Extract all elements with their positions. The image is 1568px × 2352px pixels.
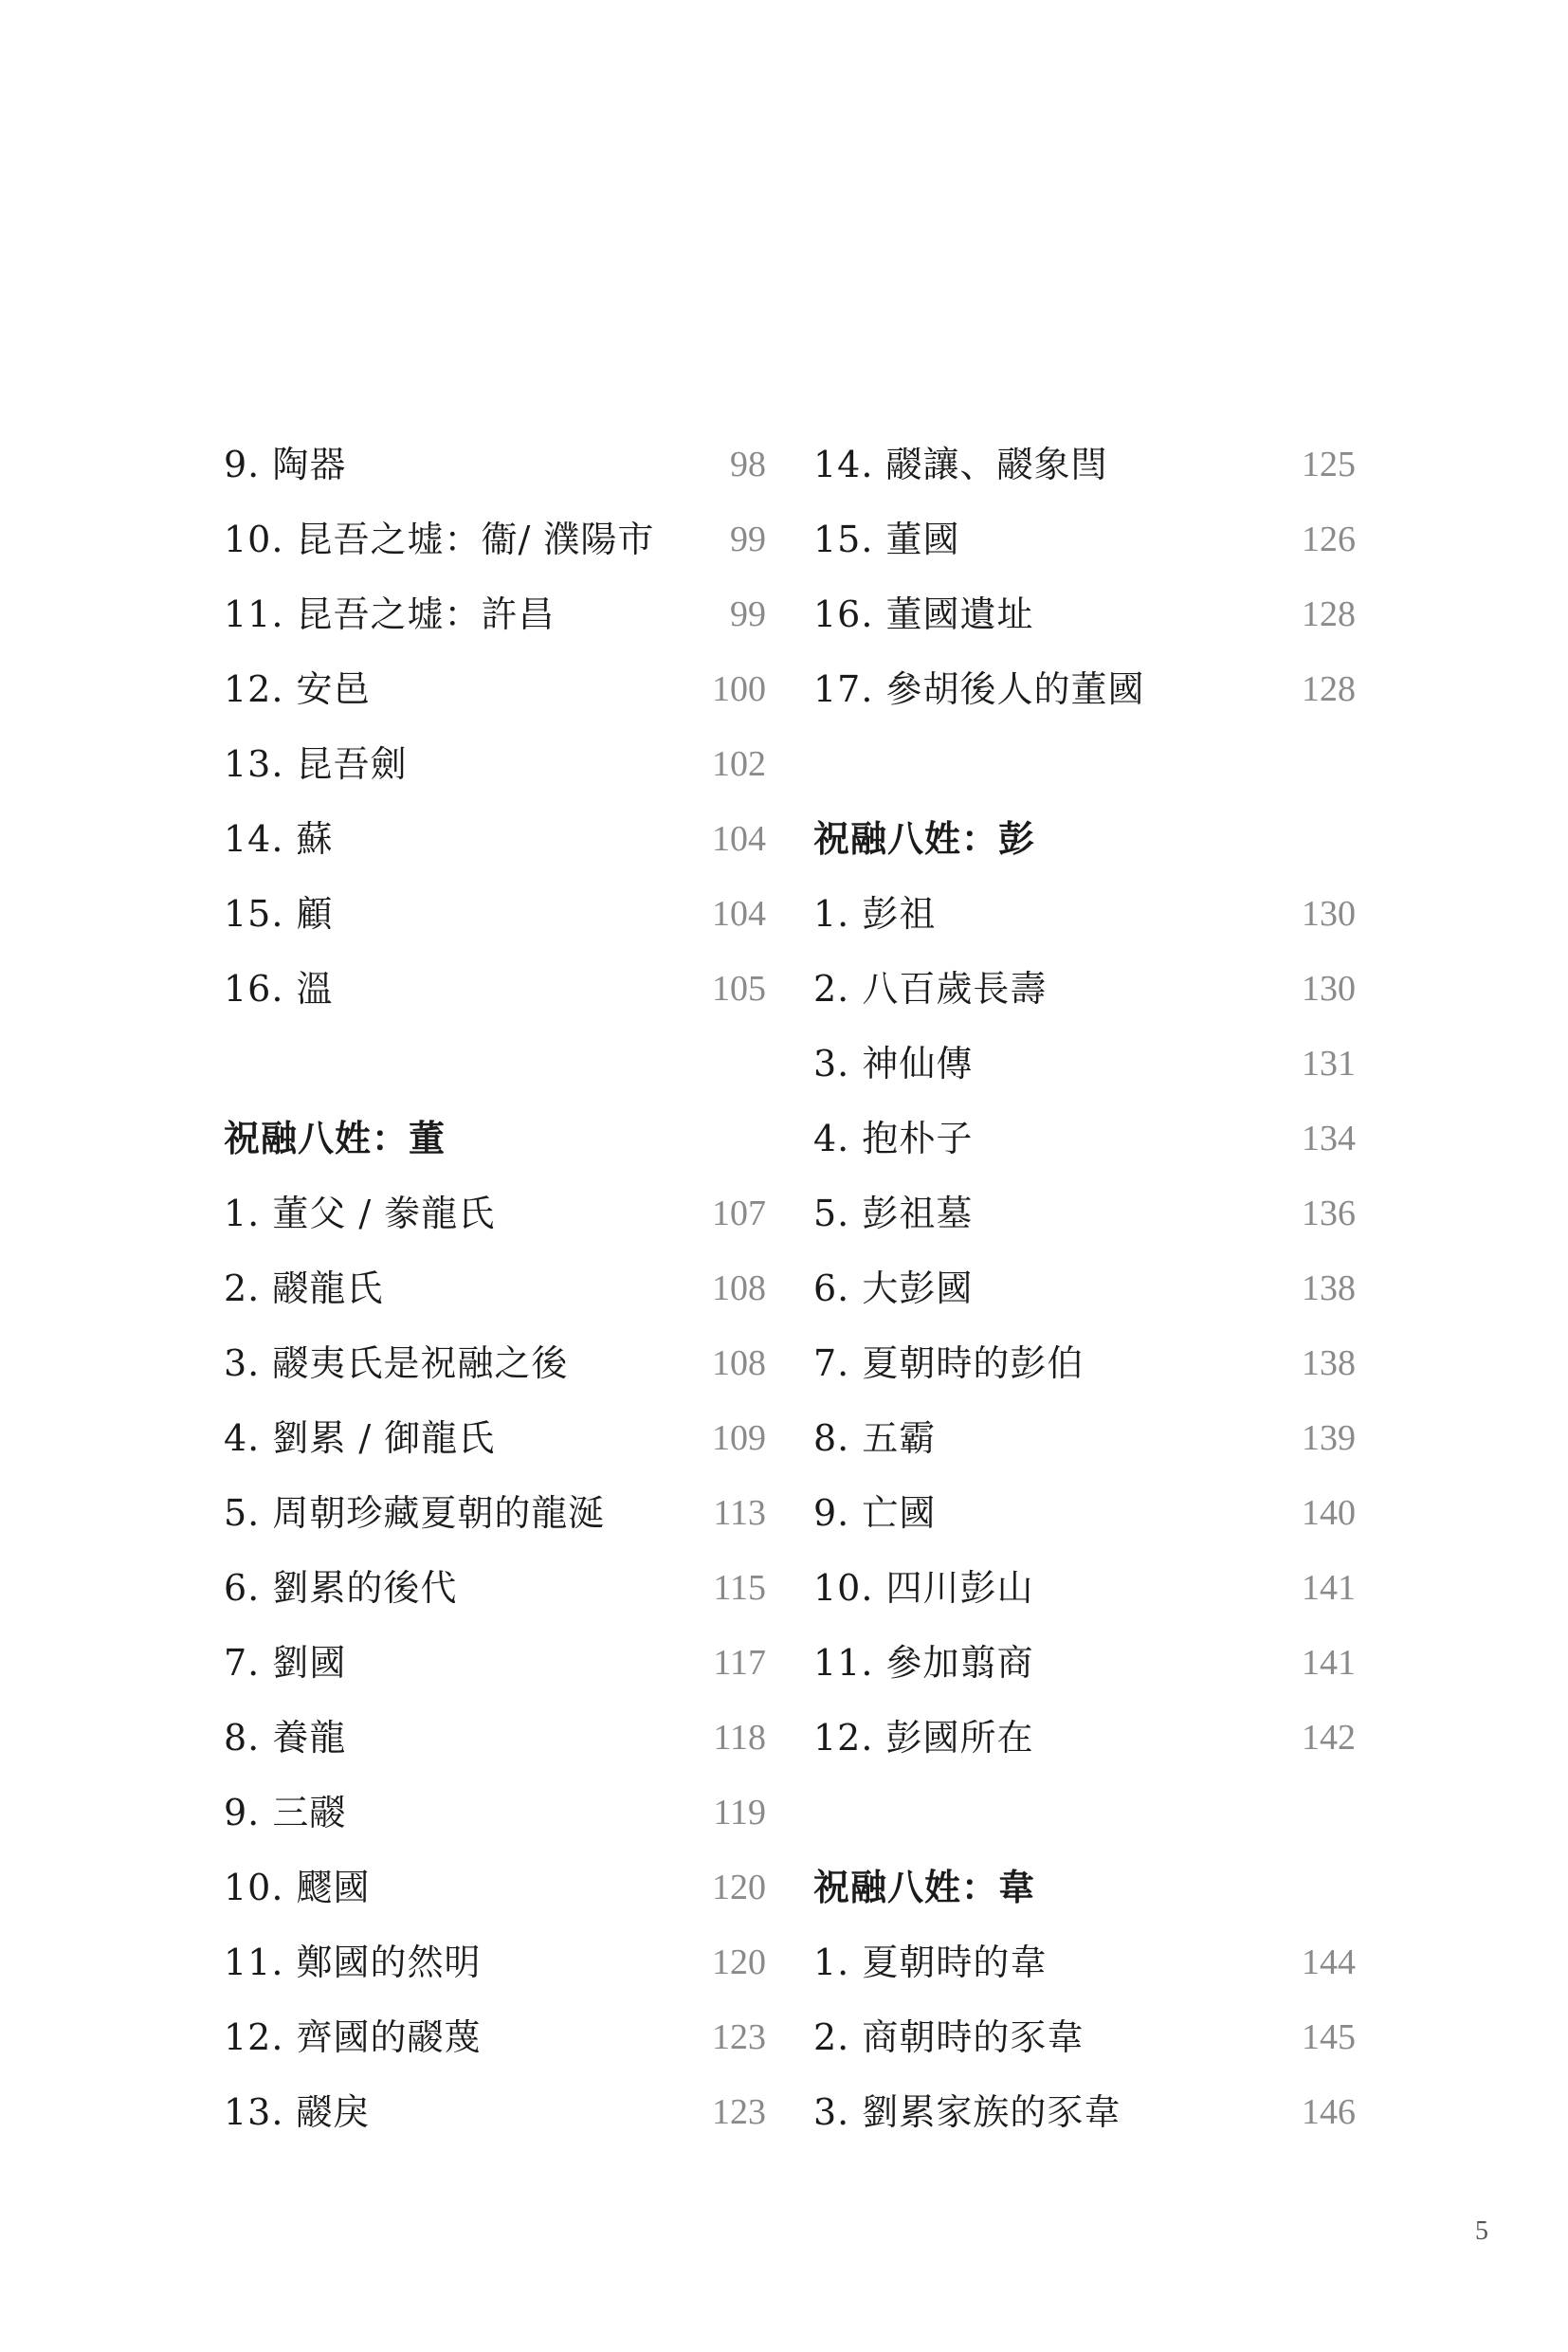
page-number: 102 — [712, 744, 766, 784]
toc-entry — [813, 2009, 1356, 2084]
section-heading-title: 祝融八姓：彭 — [813, 817, 1036, 860]
page-number: 146 — [1302, 2092, 1356, 2132]
page-number: 138 — [1302, 1268, 1356, 1308]
entry-title: 3. 鬷夷氏是祝融之後 — [224, 1342, 569, 1384]
entry-title: 5. 彭祖墓 — [813, 1193, 974, 1234]
section-heading — [224, 1110, 774, 1185]
entry-title: 4. 劉累 / 御龍氏 — [224, 1417, 496, 1459]
section-spacer — [224, 1035, 774, 1110]
toc-entry — [224, 511, 774, 586]
entry-title: 11. 昆吾之墟：許昌 — [224, 593, 556, 635]
entry-title: 11. 參加翦商 — [813, 1642, 1034, 1684]
page-number: 138 — [1302, 1343, 1356, 1383]
page-number: 105 — [712, 969, 766, 1009]
toc-left-column — [224, 436, 774, 2159]
toc-entry — [224, 1485, 774, 1559]
toc-entry — [224, 1859, 774, 1934]
toc-entry — [224, 1260, 774, 1335]
entry-title: 5. 周朝珍藏夏朝的龍涎 — [224, 1492, 606, 1534]
entry-title: 12. 安邑 — [224, 668, 371, 710]
toc-entry — [224, 885, 774, 960]
page-number: 113 — [713, 1493, 766, 1533]
toc-entry — [224, 1934, 774, 2009]
toc-entry — [224, 1784, 774, 1859]
toc-entry — [224, 960, 774, 1035]
toc-entry — [224, 811, 774, 885]
entry-title: 7. 夏朝時的彭伯 — [813, 1342, 1085, 1384]
toc-entry — [813, 1934, 1356, 2009]
toc-right-column — [813, 436, 1356, 2159]
entry-title: 17. 參胡後人的董國 — [813, 668, 1145, 710]
page-folio-number: 5 — [1475, 2216, 1488, 2246]
page-number: 99 — [730, 594, 766, 634]
section-spacer — [813, 1784, 1356, 1859]
toc-entry — [224, 1709, 774, 1784]
entry-title: 9. 陶器 — [224, 444, 347, 485]
section-spacer — [813, 736, 1356, 811]
page-number: 100 — [712, 669, 766, 709]
entry-title: 9. 亡國 — [813, 1492, 937, 1534]
toc-entry — [813, 885, 1356, 960]
toc-entry — [224, 661, 774, 736]
page-number: 115 — [713, 1568, 766, 1608]
entry-title: 9. 三鬷 — [224, 1792, 347, 1833]
toc-entry — [813, 1260, 1356, 1335]
page-number: 136 — [1302, 1194, 1356, 1233]
page-number: 109 — [712, 1418, 766, 1458]
page-number: 142 — [1302, 1718, 1356, 1758]
toc-entry — [813, 1335, 1356, 1410]
section-heading — [813, 811, 1356, 885]
entry-title: 15. 顧 — [224, 893, 334, 935]
page-number: 130 — [1302, 894, 1356, 934]
toc-entry — [813, 1634, 1356, 1709]
entry-title: 15. 董國 — [813, 519, 960, 560]
entry-title: 10. 昆吾之墟：衞/ 濮陽市 — [224, 519, 655, 560]
toc-entry — [224, 2084, 774, 2159]
entry-title: 16. 溫 — [224, 968, 334, 1010]
page-number: 118 — [713, 1718, 766, 1758]
page-number: 108 — [712, 1268, 766, 1308]
entry-title: 2. 八百歲長壽 — [813, 968, 1048, 1010]
toc-entry — [813, 1485, 1356, 1559]
page-number: 145 — [1302, 2017, 1356, 2057]
entry-title: 8. 五霸 — [813, 1417, 937, 1459]
page-number: 125 — [1302, 445, 1356, 484]
toc-entry — [224, 1559, 774, 1634]
toc-entry — [813, 1035, 1356, 1110]
entry-title: 14. 蘇 — [224, 818, 334, 860]
entry-title: 14. 鬷讓、鬷象閆 — [813, 444, 1108, 485]
entry-title: 1. 夏朝時的韋 — [813, 1942, 1048, 1983]
toc-entry — [224, 1410, 774, 1485]
entry-title: 2. 商朝時的豕韋 — [813, 2016, 1085, 2058]
entry-title: 10. 四川彭山 — [813, 1567, 1034, 1609]
section-heading — [813, 1859, 1356, 1934]
toc-entry — [813, 1410, 1356, 1485]
page-number: 134 — [1302, 1119, 1356, 1158]
page-number: 104 — [712, 819, 766, 859]
page-number: 107 — [712, 1194, 766, 1233]
section-heading-title: 祝融八姓：董 — [224, 1117, 447, 1159]
page-number: 104 — [712, 894, 766, 934]
toc-entry — [813, 586, 1356, 661]
entry-title: 16. 董國遺址 — [813, 593, 1034, 635]
page-number: 131 — [1302, 1044, 1356, 1084]
entry-title: 13. 鬷戾 — [224, 2091, 371, 2133]
page-number: 119 — [713, 1793, 766, 1832]
page-number: 126 — [1302, 520, 1356, 559]
page-number: 117 — [713, 1643, 766, 1683]
page-number: 144 — [1302, 1942, 1356, 1982]
toc-entry — [224, 1335, 774, 1410]
toc-entry — [813, 1110, 1356, 1185]
page-number: 123 — [712, 2092, 766, 2132]
entry-title: 8. 養龍 — [224, 1717, 347, 1759]
toc-entry — [813, 661, 1356, 736]
entry-title: 3. 神仙傳 — [813, 1043, 974, 1085]
entry-title: 10. 飂國 — [224, 1867, 371, 1908]
toc-entry — [813, 2084, 1356, 2159]
entry-title: 13. 昆吾劍 — [224, 743, 408, 785]
toc-entry — [224, 736, 774, 811]
page-number: 108 — [712, 1343, 766, 1383]
toc-entry — [224, 1634, 774, 1709]
entry-title: 3. 劉累家族的豕韋 — [813, 2091, 1121, 2133]
page-number: 128 — [1302, 594, 1356, 634]
page-number: 130 — [1302, 969, 1356, 1009]
page-number: 141 — [1302, 1568, 1356, 1608]
entry-title: 11. 鄭國的然明 — [224, 1942, 482, 1983]
toc-entry — [813, 436, 1356, 511]
entry-title: 6. 大彭國 — [813, 1267, 974, 1309]
page-number: 120 — [712, 1942, 766, 1982]
entry-title: 1. 董父 / 豢龍氏 — [224, 1193, 496, 1234]
page-number: 140 — [1302, 1493, 1356, 1533]
entry-title: 12. 彭國所在 — [813, 1717, 1034, 1759]
section-heading-title: 祝融八姓：韋 — [813, 1866, 1036, 1908]
page-number: 98 — [730, 445, 766, 484]
page-number: 128 — [1302, 669, 1356, 709]
page-number: 120 — [712, 1868, 766, 1907]
entry-title: 6. 劉累的後代 — [224, 1567, 458, 1609]
toc-entry — [813, 960, 1356, 1035]
toc-entry — [813, 1709, 1356, 1784]
toc-entry — [224, 2009, 774, 2084]
toc-entry — [224, 1185, 774, 1260]
page-number: 123 — [712, 2017, 766, 2057]
entry-title: 12. 齊國的鬷蔑 — [224, 2016, 482, 2058]
toc-entry — [813, 511, 1356, 586]
toc-entry — [224, 436, 774, 511]
toc-entry — [224, 586, 774, 661]
page-number: 139 — [1302, 1418, 1356, 1458]
page-number: 99 — [730, 520, 766, 559]
entry-title: 1. 彭祖 — [813, 893, 937, 935]
page-number: 141 — [1302, 1643, 1356, 1683]
toc-entry — [813, 1559, 1356, 1634]
entry-title: 7. 劉國 — [224, 1642, 347, 1684]
toc-entry — [813, 1185, 1356, 1260]
entry-title: 4. 抱朴子 — [813, 1118, 974, 1159]
entry-title: 2. 鬷龍氏 — [224, 1267, 384, 1309]
